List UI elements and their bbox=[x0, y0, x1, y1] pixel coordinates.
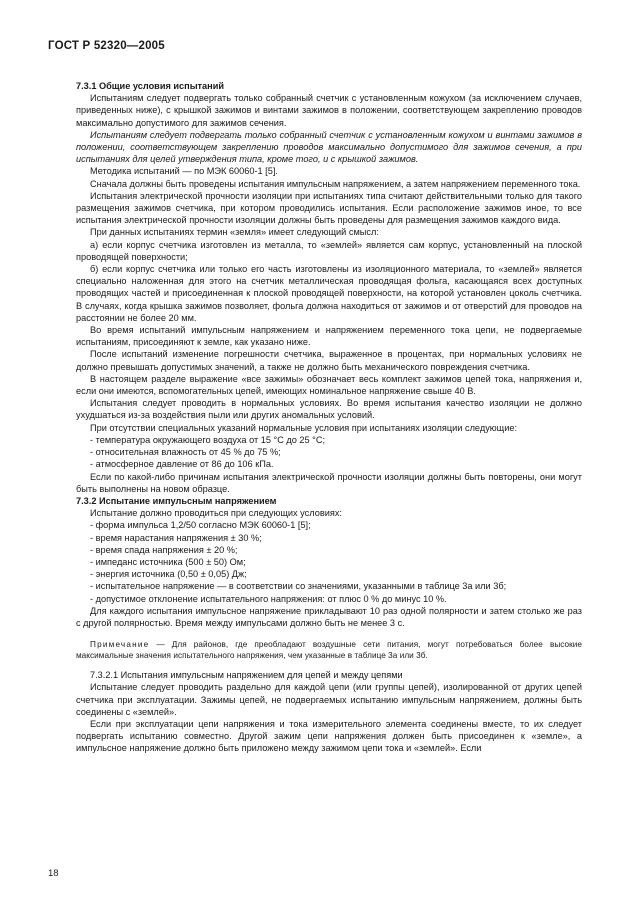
list-item: - форма импульса 1,2/50 согласно МЭК 60060-1 [5]; bbox=[90, 520, 311, 531]
list-item: - время спада напряжения ± 20 %; bbox=[90, 544, 238, 555]
paragraph: Испытание следует проводить раздельно для каждой цепи (или группы цепей), изолированной от других цепей счетчика при эксплуатации. Зажимы цепей, не подвергаемых испытанию импульсным напряжением, должны быть соединены с «землей». bbox=[76, 682, 582, 717]
list-item: - температура окружающего воздуха от 15 °С до 25 °С; bbox=[90, 434, 326, 445]
list-item: - время нарастания напряжения ± 30 %; bbox=[90, 532, 262, 543]
note-text: — Для районов, где преобладают воздушные сети питания, могут потребоваться более высокие максимальные значения испытательного напряжения, чем указанные в таблице 3а или 3б. bbox=[76, 640, 582, 661]
paragraph: После испытаний изменение погрешности счетчика, выраженное в процентах, при нормальных условиях не должно превышать допустимых значений, а также не должно быть механического повреждения счетчика. bbox=[76, 349, 582, 372]
paragraph: Сначала должны быть проведены испытания импульсным напряжением, а затем напряжением переменного тока. bbox=[90, 178, 581, 189]
paragraph: В настоящем разделе выражение «все зажимы» обозначает весь комплект зажимов цепей тока, напряжения и, если они имеются, вспомогательных цепей, имеющих номинальное напряжение свыше 40 В. bbox=[76, 373, 582, 397]
note-label: Примечание bbox=[90, 640, 150, 650]
paragraph: Если по какой-либо причинам испытания электрической прочности изоляции должны быть повторены, они могут быть выполнены на новом образце. bbox=[76, 471, 582, 494]
note bbox=[76, 639, 582, 661]
paragraph: При данных испытаниях термин «земля» имеет следующий смысл: bbox=[90, 227, 379, 238]
list-item: - испытательное напряжение — в соответствии со значениями, указанными в таблице 3а или 3б; bbox=[90, 581, 507, 592]
section-heading-7-3-1: 7.3.1 Общие условия испытаний bbox=[76, 81, 225, 91]
list-item: - импеданс источника (500 ± 50) Ом; bbox=[90, 556, 246, 567]
paragraph: Если при эксплуатации цепи напряжения и тока измерительного элемента соединены вместе, то их следует подвергать испытанию совместно. Другой зажим цепи напряжения должен быть присоединен к «земле», а импульсное напряжение должно быть приложено между зажимом цепи тока и «землей». Если bbox=[76, 718, 582, 754]
paragraph: Методика испытаний — по МЭК 60060-1 [5]. bbox=[90, 166, 278, 177]
list-item: б) если корпус счетчика или только его часть изготовлены из изоляционного материала, то «землей» является специально наложенная для этого на счетчик металлическая проводящая фольга, касающаяся всех доступных проводящих частей и присоединенная к плоской проводящей поверхности, на которой установлен цоколь счетчика. В случаях, когда крышка зажимов позволяет, фольга должна находиться от зажимов и от отверстий для проводов на расстоянии не более 20 мм. bbox=[76, 264, 582, 323]
list-item: - атмосферное давление от 86 до 106 кПа. bbox=[90, 459, 274, 470]
paragraph: Испытание должно проводиться при следующих условиях: bbox=[90, 508, 342, 519]
page-number: 18 bbox=[48, 868, 59, 879]
paragraph: При отсутствии специальных указаний нормальные условия при испытаниях изоляции следующие: bbox=[90, 422, 518, 433]
paragraph-italic: Испытаниям следует подвергать только собранный счетчик с установленным кожухом и винтами зажимов в положении, соответствующем закреплению проводов максимально допустимого для зажимов сечения, а при испытаниях для целей утверждения типа, кроме того, и с крышкой зажимов. bbox=[76, 129, 582, 165]
list-item: - допустимое отклонение испытательного напряжения: от плюс 0 % до минус 10 %. bbox=[90, 593, 447, 604]
subsection-heading-7-3-2-1: 7.3.2.1 Испытания импульсным напряжением для цепей и между цепями bbox=[90, 670, 403, 681]
list-item: а) если корпус счетчика изготовлен из металла, то «землей» является сам корпус, установленный на плоской проводящей поверхности; bbox=[76, 239, 582, 262]
list-item: - энергия источника (0,50 ± 0,05) Дж; bbox=[90, 569, 247, 580]
paragraph: Во время испытаний импульсным напряжением и напряжением переменного тока цепи, не подвергаемые испытаниям, присоединяют к земле, как указано ниже. bbox=[76, 325, 582, 348]
paragraph: Для каждого испытания импульсное напряжение прикладывают 10 раз одной полярности и затем столько же раз с другой полярностью. Время между импульсами должно быть не менее 3 с. bbox=[76, 605, 582, 628]
paragraph: Испытаниям следует подвергать только собранный счетчик с установленным кожухом (за исключением случаев, приведенных ниже), с крышкой зажимов и винтами зажимов в положении, соответствующем закреплению проводов максимально допустимого для зажимов сечения. bbox=[76, 93, 582, 128]
section-heading-7-3-2: 7.3.2 Испытание импульсным напряжением bbox=[76, 495, 277, 506]
paragraph: Испытания электрической прочности изоляции при испытаниях типа считают действительными только для такого размещения зажимов счетчика, при котором проводились испытания. Если расположение зажимов иное, то все испытания электрической прочности изоляции должны быть проведены для размещения зажимов каждого вида. bbox=[76, 190, 582, 226]
paragraph: Испытания следует проводить в нормальных условиях. Во время испытания качество изоляции не должно ухудшаться из-за воздействия пыли или других аномальных условий. bbox=[76, 398, 582, 421]
page-body bbox=[76, 80, 582, 755]
document-header: ГОСТ Р 52320—2005 bbox=[48, 40, 165, 52]
list-item: - относительная влажность от 45 % до 75 %; bbox=[90, 447, 281, 458]
